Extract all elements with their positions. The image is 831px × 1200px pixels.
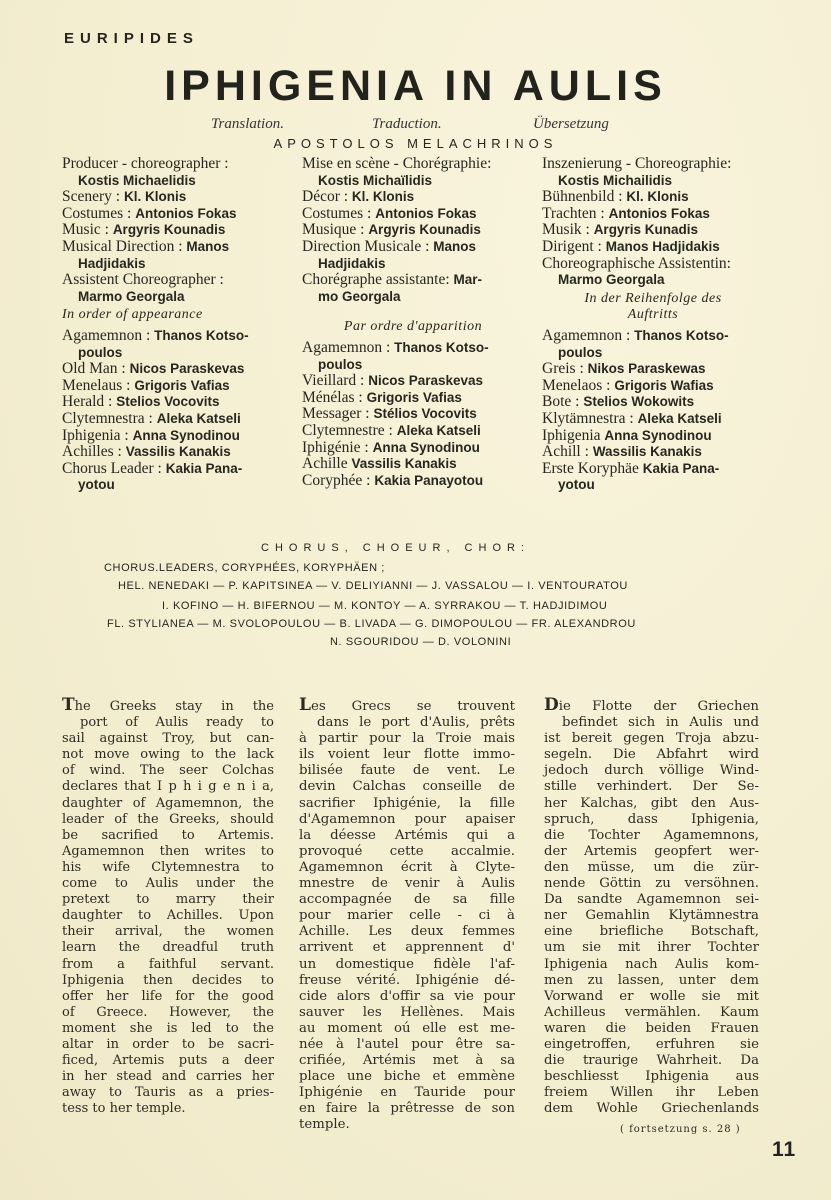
crew-entry bbox=[62, 156, 287, 173]
credits-english bbox=[62, 156, 287, 494]
summary-line: dans le port d'Aulis, prêts bbox=[317, 715, 515, 731]
chorus-leaders-label: CHORUS.LEADERS, CORYPHÉES, KORYPHÄEN ; bbox=[104, 562, 385, 574]
summary-line: en faire la prêtresse de son bbox=[299, 1101, 515, 1117]
summary-line: be sacrified to Artemis. bbox=[62, 827, 274, 843]
summary-line: cide alors d'offir sa vie pour bbox=[299, 988, 515, 1004]
person-name: Vassilis Kanakis bbox=[125, 444, 231, 460]
name-continuation bbox=[302, 173, 524, 190]
summary-line: nende Göttin zu versöhnen. bbox=[544, 876, 759, 892]
person-name: Thanos Kotso- bbox=[154, 327, 249, 343]
crew-entry bbox=[62, 189, 287, 206]
person-name-cont: poulos bbox=[558, 344, 603, 360]
summary-french bbox=[299, 697, 515, 1134]
name-continuation bbox=[62, 345, 287, 362]
role-label: Décor : bbox=[302, 188, 349, 206]
role-label: Menelaos : bbox=[542, 376, 611, 394]
person-name: Kl. Klonis bbox=[351, 189, 415, 205]
person-name: Marmo Georgala bbox=[78, 288, 185, 304]
cast-entry bbox=[542, 444, 764, 461]
summary-line: away to Tauris as a pries- bbox=[62, 1085, 274, 1101]
crew-entry bbox=[542, 156, 764, 173]
summary-line: daughter to Achilles. Upon bbox=[62, 908, 274, 924]
role-label: Clytemnestra : bbox=[62, 409, 153, 427]
author: EURIPIDES bbox=[64, 30, 199, 47]
summary-line: port of Aulis ready to bbox=[80, 715, 274, 731]
summary-line: stille verhindert. Der Se- bbox=[544, 779, 759, 795]
crew-entry bbox=[302, 156, 524, 173]
summary-line: crifiée, Artémis met à sa bbox=[299, 1053, 515, 1069]
role-label: Trachten : bbox=[542, 204, 605, 222]
summary-line: place une biche et emmène bbox=[299, 1069, 515, 1085]
summary-line: daughter of Agamemnon, the bbox=[62, 795, 274, 811]
role-label: Achill : bbox=[542, 443, 589, 461]
role-label: Mise en scène - Chorégraphie: bbox=[302, 155, 492, 172]
role-label: Coryphée : bbox=[302, 471, 371, 489]
cast-entry bbox=[542, 361, 764, 378]
cast-entry bbox=[62, 444, 287, 461]
summary-line: Agamemnon then writes to bbox=[62, 843, 274, 859]
person-name: Stélios Vocovits bbox=[373, 406, 477, 422]
role-label: Old Man : bbox=[62, 360, 126, 378]
summary-line: à partir pour la Troie mais bbox=[299, 731, 515, 747]
summary-line: freiem Willen ihr Leben bbox=[544, 1085, 759, 1101]
summary-line: eine briefliche Botschaft, bbox=[544, 924, 759, 940]
crew-entry bbox=[542, 189, 764, 206]
cast-entry bbox=[302, 440, 524, 457]
summary-first-line: Les Grecs se trouvent bbox=[299, 695, 515, 715]
cast-entry bbox=[542, 461, 764, 478]
summary-first-line: Die Flotte der Griechen bbox=[544, 695, 759, 715]
person-name: Kostis Michaelidis bbox=[78, 172, 196, 188]
person-name: Kakia Pana- bbox=[642, 460, 720, 476]
person-name: Wassilis Kanakis bbox=[592, 444, 702, 460]
summary-line: pretext to marry their bbox=[62, 892, 274, 908]
name-continuation bbox=[542, 345, 764, 362]
person-name-cont: yotou bbox=[78, 477, 115, 493]
chorus-heading: CHORUS, CHOEUR, CHOR: bbox=[261, 542, 531, 554]
person-name: Kl. Klonis bbox=[123, 189, 187, 205]
crew-entry bbox=[542, 206, 764, 223]
person-name: Manos Hadjidakis bbox=[605, 238, 720, 254]
translation-label-de: Übersetzung bbox=[533, 116, 609, 132]
summary-line: Iphigenia nach Aulis kom- bbox=[544, 956, 759, 972]
person-name: Antonios Fokas bbox=[375, 205, 477, 221]
role-label: Greis : bbox=[542, 360, 584, 378]
person-name-cont: yotou bbox=[558, 477, 595, 493]
cast-entry bbox=[62, 411, 287, 428]
summary-line: Achille. Les deux femmes bbox=[299, 924, 515, 940]
crew-entry bbox=[62, 206, 287, 223]
cast-entry bbox=[302, 390, 524, 407]
crew-entry bbox=[62, 239, 287, 256]
summary-line: mnestre de venir à Aulis bbox=[299, 876, 515, 892]
summary-line: accompagnée de sa fille bbox=[299, 892, 515, 908]
person-name: Nikos Paraskewas bbox=[587, 361, 706, 377]
cast-heading: Par ordre d'apparition bbox=[343, 319, 483, 335]
summary-line: um sie mit ihrer Tochter bbox=[544, 940, 759, 956]
cast-entry bbox=[302, 373, 524, 390]
summary-line: tess to her temple. bbox=[62, 1101, 186, 1117]
summary-line: come to Aulis under the bbox=[62, 876, 274, 892]
summary-line: moment she is led to the bbox=[62, 1020, 274, 1036]
name-continuation bbox=[62, 289, 287, 306]
person-name: Thanos Kotso- bbox=[634, 327, 729, 343]
crew-entry bbox=[62, 272, 287, 289]
credits-german bbox=[542, 156, 764, 494]
name-continuation bbox=[302, 256, 524, 273]
person-name: Anna Synodinou bbox=[604, 427, 712, 443]
name-continuation bbox=[62, 173, 287, 190]
summary-line: die Tochter Agamemnons, bbox=[544, 827, 759, 843]
role-label: Bühnenbild : bbox=[542, 188, 623, 206]
person-name: Grigoris Vafias bbox=[134, 377, 230, 393]
role-label: Clytemnestre : bbox=[302, 421, 393, 439]
cast-entry bbox=[62, 378, 287, 395]
summary-line: declares that I p h i g e n i a, bbox=[62, 779, 274, 795]
role-label: Achilles : bbox=[62, 443, 122, 461]
summary-line: née à l'autel pour être sa- bbox=[299, 1036, 515, 1052]
summary-line: Da sandte Agamemnon sei- bbox=[544, 892, 759, 908]
person-name: Marmo Georgala bbox=[558, 272, 665, 288]
summary-line: sail against Troy, but can- bbox=[62, 731, 274, 747]
translator-name: APOSTOLOS MELACHRINOS bbox=[273, 136, 558, 151]
role-label: Messager : bbox=[302, 405, 370, 423]
role-label: Agamemnon : bbox=[62, 326, 151, 344]
summary-line: her Kalchas, gibt den Aus- bbox=[544, 795, 759, 811]
person-name: Kostis Michailidis bbox=[558, 172, 673, 188]
summary-line: un domestique fidèle l'af- bbox=[299, 956, 515, 972]
person-name: Thanos Kotso- bbox=[394, 339, 489, 355]
role-label: Iphigenia : bbox=[62, 426, 129, 444]
continuation-note: ( fortsetzung s. 28 ) bbox=[620, 1124, 741, 1135]
summary-line: die traurige Wahrheit. Da bbox=[544, 1053, 759, 1069]
person-name: Aleka Katseli bbox=[637, 410, 722, 426]
person-name: Aleka Katseli bbox=[156, 410, 241, 426]
summary-line: learn the dreadful truth bbox=[62, 940, 274, 956]
role-label: Erste Koryphäe bbox=[542, 459, 639, 477]
summary-line: his wife Clytemnestra to bbox=[62, 859, 274, 875]
person-name: Kakia Pana- bbox=[165, 460, 243, 476]
summary-line: freuse vérité. Iphigénie dé- bbox=[299, 972, 515, 988]
role-label: Choreographische Assistentin: bbox=[542, 254, 731, 272]
role-label: Scenery : bbox=[62, 188, 121, 206]
summary-first-line: The Greeks stay in the bbox=[62, 695, 274, 715]
summary-line: of wind. The seer Colchas bbox=[62, 763, 274, 779]
name-continuation bbox=[542, 173, 764, 190]
summary-line: Iphigenia then decides to bbox=[62, 972, 274, 988]
summary-line: d'Agamemnon pour apaiser bbox=[299, 811, 515, 827]
role-label: Musical Direction : bbox=[62, 237, 183, 255]
person-name-cont: Hadjidakis bbox=[78, 255, 146, 271]
role-label: Musik : bbox=[542, 221, 590, 239]
cast-entry bbox=[302, 456, 524, 473]
summary-line: their arrival, the women bbox=[62, 924, 274, 940]
person-name: Argyris Kounadis bbox=[112, 222, 226, 238]
chorus-line: HEL. NENEDAKI — P. KAPITSINEA — V. DELIYIANNI — J. VASSALOU — I. VENTOURATOU bbox=[118, 580, 628, 592]
summary-line: bilisée faute de vent. Le bbox=[299, 763, 515, 779]
person-name: Antonios Fokas bbox=[135, 205, 237, 221]
role-label: Chorégraphe assistante: bbox=[302, 271, 450, 289]
role-label: Agamemnon : bbox=[542, 326, 631, 344]
summary-line: ist bereit gegen Troja abzu- bbox=[544, 731, 759, 747]
summary-line: from a faithful servant. bbox=[62, 956, 274, 972]
person-name: Nicos Paraskevas bbox=[368, 373, 484, 389]
crew-entry bbox=[302, 272, 524, 289]
cast-entry bbox=[62, 394, 287, 411]
person-name: Kostis Michaïlidis bbox=[318, 172, 433, 188]
crew-entry bbox=[302, 206, 524, 223]
summary-line: arrivent et apprennent d' bbox=[299, 940, 515, 956]
cast-heading: In der Reihenfolge des bbox=[584, 290, 722, 306]
person-name: Grigoris Vafias bbox=[366, 389, 462, 405]
person-name: Kakia Panayotou bbox=[374, 472, 484, 488]
role-label: Herald : bbox=[62, 393, 113, 411]
role-label: Musique : bbox=[302, 221, 365, 239]
cast-entry bbox=[542, 411, 764, 428]
summary-line: leader of the Greeks, should bbox=[62, 811, 274, 827]
summary-line: befindet sich in Aulis und bbox=[562, 715, 759, 731]
person-name-cont: Hadjidakis bbox=[318, 255, 386, 271]
page-number: 11 bbox=[772, 1138, 797, 1161]
summary-line: Vorwand er wolle sie mit bbox=[544, 988, 759, 1004]
cast-entry bbox=[542, 328, 764, 345]
summary-line: Achilleus vermählen. Kaum bbox=[544, 1004, 759, 1020]
role-label: Assistent Choreographer : bbox=[62, 271, 224, 289]
summary-line: in her stead and carries her bbox=[62, 1069, 274, 1085]
crew-entry bbox=[542, 222, 764, 239]
summary-line: eingetroffen, erfuhren sie bbox=[544, 1036, 759, 1052]
role-label: Ménélas : bbox=[302, 388, 363, 406]
summary-line: temple. bbox=[299, 1117, 350, 1133]
crew-entry bbox=[302, 189, 524, 206]
role-label: Dirigent : bbox=[542, 237, 602, 255]
person-name: Kl. Klonis bbox=[626, 189, 689, 205]
person-name: Argyris Kunadis bbox=[593, 222, 698, 238]
name-continuation bbox=[62, 256, 287, 273]
role-label: Vieillard : bbox=[302, 372, 365, 390]
name-continuation bbox=[62, 477, 287, 494]
person-name: Grigoris Wafias bbox=[614, 377, 714, 393]
cast-heading-cont: Auftritts bbox=[627, 307, 679, 323]
cast-entry bbox=[542, 428, 764, 445]
cast-entry bbox=[62, 428, 287, 445]
chorus-line: N. SGOURIDOU — D. VOLONINI bbox=[330, 636, 512, 648]
summary-line: altar in order to be sacri- bbox=[62, 1036, 274, 1052]
person-name: Mar- bbox=[453, 272, 483, 288]
person-name: Vassilis Kanakis bbox=[351, 456, 457, 472]
summary-line: ficed, Artemis puts a deer bbox=[62, 1053, 274, 1069]
role-label: Bote : bbox=[542, 393, 580, 411]
summary-line: la déesse Artémis qui a bbox=[299, 827, 515, 843]
cast-entry bbox=[542, 394, 764, 411]
translation-label-fr: Traduction. bbox=[372, 116, 442, 132]
crew-entry bbox=[542, 239, 764, 256]
summary-line: der Artemis geopfert wer- bbox=[544, 843, 759, 859]
person-name: Stelios Vocovits bbox=[116, 394, 220, 410]
cast-entry bbox=[302, 340, 524, 357]
summary-english bbox=[62, 697, 274, 1117]
crew-entry bbox=[302, 239, 524, 256]
role-label: Direction Musicale : bbox=[302, 237, 430, 255]
person-name: Manos bbox=[433, 238, 477, 254]
role-label: Costumes : bbox=[302, 204, 372, 222]
summary-line: of Greece. However, the bbox=[62, 1004, 274, 1020]
play-title: IPHIGENIA IN AULIS bbox=[164, 62, 667, 110]
summary-line: offer her life for the good bbox=[62, 988, 274, 1004]
crew-entry bbox=[302, 222, 524, 239]
summary-line: waren die beiden Frauen bbox=[544, 1020, 759, 1036]
role-label: Klytämnestra : bbox=[542, 409, 634, 427]
summary-line: pour marier celle - ci à bbox=[299, 908, 515, 924]
role-label: Iphigénie : bbox=[302, 438, 369, 456]
person-name: Anna Synodinou bbox=[132, 427, 240, 443]
person-name: Argyris Kounadis bbox=[368, 222, 481, 238]
person-name-cont: poulos bbox=[318, 356, 363, 372]
role-label: Menelaus : bbox=[62, 376, 131, 394]
role-label: Chorus Leader : bbox=[62, 459, 162, 477]
summary-line: provoqué cette accalmie. bbox=[299, 843, 515, 859]
summary-line: Iphigénie en Tauride pour bbox=[299, 1085, 515, 1101]
summary-line: jedoch durch völlige Wind- bbox=[544, 763, 759, 779]
cast-entry bbox=[302, 423, 524, 440]
name-continuation bbox=[302, 357, 524, 374]
name-continuation bbox=[302, 289, 524, 306]
credits-french bbox=[302, 156, 524, 489]
cast-entry bbox=[62, 461, 287, 478]
role-label: Agamemnon : bbox=[302, 338, 391, 356]
cast-entry bbox=[302, 406, 524, 423]
summary-line: sauver les Hellènes. Mais bbox=[299, 1004, 515, 1020]
cast-entry bbox=[62, 361, 287, 378]
person-name: Nicos Paraskevas bbox=[129, 361, 245, 377]
person-name: Manos bbox=[186, 238, 230, 254]
summary-line: Agamemnon écrit à Clyte- bbox=[299, 859, 515, 875]
person-name: Antonios Fokas bbox=[608, 205, 710, 221]
cast-entry bbox=[302, 473, 524, 490]
summary-line: segeln. Die Abfahrt wird bbox=[544, 747, 759, 763]
role-label: Music : bbox=[62, 221, 109, 239]
person-name: Anna Synodinou bbox=[372, 439, 480, 455]
chorus-line: I. KOFINO — H. BIFERNOU — M. KONTOY — A. SYRRAKOU — T. HADJIDIMOU bbox=[162, 600, 608, 612]
summary-line: men zu lassen, unter dem bbox=[544, 972, 759, 988]
summary-line: spruch, dass Iphigenia, bbox=[544, 811, 759, 827]
person-name: Aleka Katseli bbox=[396, 422, 481, 438]
summary-line: ils voient leur flotte immo- bbox=[299, 747, 515, 763]
summary-line: beschliesst Iphigenia aus bbox=[544, 1069, 759, 1085]
name-continuation bbox=[542, 272, 764, 289]
role-label: Producer - choreographer : bbox=[62, 155, 229, 172]
summary-line: den müsse, um die zür- bbox=[544, 859, 759, 875]
person-name-cont: poulos bbox=[78, 344, 123, 360]
role-label: Costumes : bbox=[62, 204, 132, 222]
summary-german bbox=[544, 697, 759, 1117]
person-name: Stelios Wokowits bbox=[583, 394, 695, 410]
summary-line: au moment oú elle est me- bbox=[299, 1020, 515, 1036]
crew-entry bbox=[542, 256, 764, 273]
person-name-cont: mo Georgala bbox=[318, 288, 401, 304]
cast-entry bbox=[542, 378, 764, 395]
summary-line: ner Gemahlin Klytämnestra bbox=[544, 908, 759, 924]
crew-entry bbox=[62, 222, 287, 239]
name-continuation bbox=[542, 477, 764, 494]
cast-entry bbox=[62, 328, 287, 345]
summary-line: devin Calchas conseille de bbox=[299, 779, 515, 795]
role-label: Iphigenia bbox=[542, 426, 601, 444]
role-label: Inszenierung - Choreographie: bbox=[542, 155, 732, 172]
summary-line: not move owing to the lack bbox=[62, 747, 274, 763]
role-label: Achille bbox=[302, 455, 348, 473]
translation-label-en: Translation. bbox=[211, 116, 284, 132]
chorus-line: FL. STYLIANEA — M. SVOLOPOULOU — B. LIVADA — G. DIMOPOULOU — FR. ALEXANDROU bbox=[107, 618, 636, 630]
summary-line: dem Wohle Griechenlands bbox=[544, 1101, 759, 1117]
summary-line: sacrifier Iphigénie, la fille bbox=[299, 795, 515, 811]
cast-heading: In order of appearance bbox=[62, 307, 203, 323]
